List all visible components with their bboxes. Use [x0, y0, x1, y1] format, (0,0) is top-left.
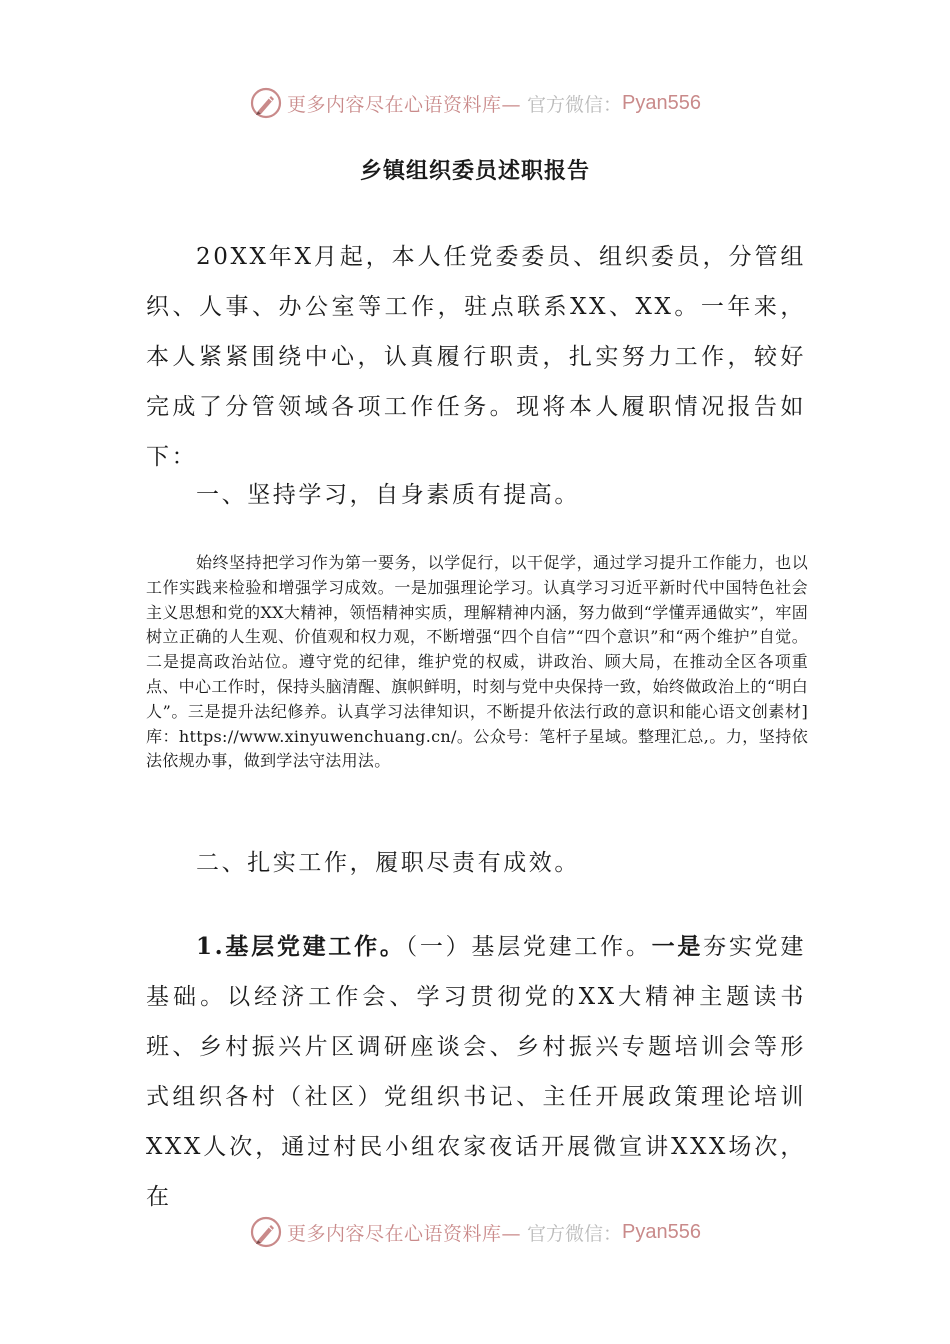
section-2-heading: 二、扎实工作，履职尽责有成效。	[196, 850, 580, 876]
header-watermark	[0, 78, 950, 128]
watermark-text: 更多内容尽在心语资料库—	[287, 93, 522, 116]
pen-logo-icon	[249, 86, 283, 120]
watermark-wechat-id: Pyan556	[622, 1220, 701, 1243]
watermark-wechat-label: 官方微信：	[527, 93, 623, 116]
footer-watermark	[0, 1207, 950, 1257]
intro-paragraph: 20XX年X月起，本人任党委委员、组织委员，分管组织、人事、办公室等工作，驻点联系XX、XX。一年来，本人紧紧围绕中心，认真履行职责，扎实努力工作，较好完成了分管领域各项工作任务。现将本人履职情况报告如下：	[146, 244, 806, 470]
work-paragraph	[146, 922, 806, 1222]
work-heading: 1.基层党建工作。	[196, 933, 406, 960]
work-body: 夯实党建基础。以经济工作会、学习贯彻党的XX大精神主题读书班、乡村振兴片区调研座谈会、乡村振兴专题培训会等形式组织各村（社区）党组织书记、主任开展政策理论培训XXX人次，通过村民小组农家夜话开展微宣讲XXX场次，在	[146, 934, 807, 1210]
work-subheading: （一）基层党建工作。	[405, 934, 652, 960]
watermark-wechat-label: 官方微信：	[527, 1222, 623, 1245]
pen-logo-icon	[249, 1215, 283, 1249]
work-first-label: 一是	[651, 933, 704, 960]
watermark-wechat-id: Pyan556	[622, 91, 701, 114]
watermark-text: 更多内容尽在心语资料库—	[287, 1222, 522, 1245]
document-title: 乡镇组织委员述职报告	[359, 158, 590, 184]
section-1-heading: 一、坚持学习，自身素质有提高。	[196, 482, 580, 508]
section-1-body: 始终坚持把学习作为第一要务，以学促行，以干促学，通过学习提升工作能力，也以工作实践来检验和增强学习成效。一是加强理论学习。认真学习习近平新时代中国特色社会主义思想和党的XX大精神，领悟精神实质，理解精神内涵，努力做到“学懂弄通做实”，牢固树立正确的人生观、价值观和权力观，不断增强“四个自信”“四个意识”和“两个维护”自觉。二是提高政治站位。遵守党的纪律，维护党的权威，讲政治、顾大局，在推动全区各项重点、中心工作时，保持头脑清醒、旗帜鲜明，时刻与党中央保持一致，始终做政治上的“明白人”。三是提升法纪修养。认真学习法律知识，不断提升依法行政的意识和能心语文创素材]库：https://www.xinyuwenchuang.cn/。公众号：笔杆子星域。整理汇总,。力，坚持依法依规办事，做到学法守法用法。	[146, 553, 808, 771]
